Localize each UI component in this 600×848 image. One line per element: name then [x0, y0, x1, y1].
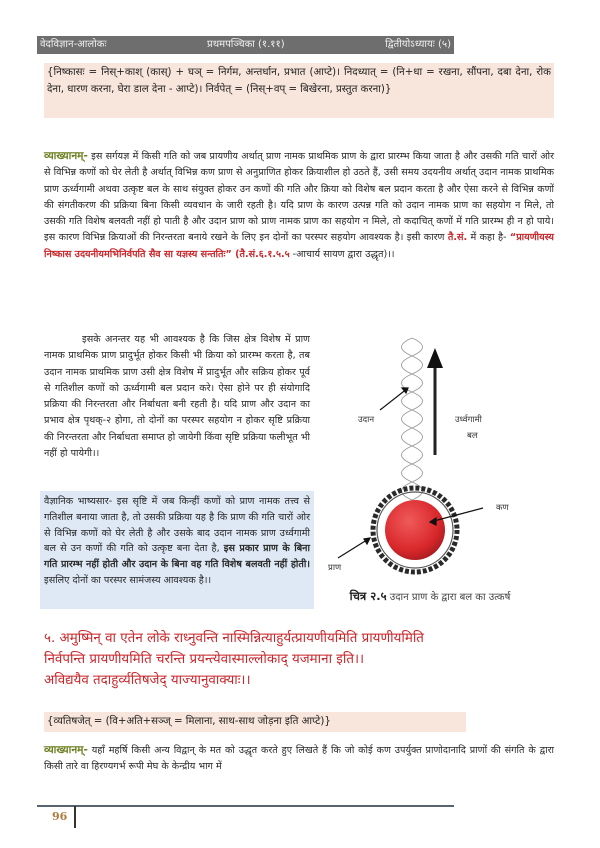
summary-tail: इसलिए दोनों का परस्पर सामंजस्य आवश्यक है।।: [44, 574, 212, 586]
verse-line: निर्वपन्ति प्रायणीयमिति चरन्ति प्रयन्त्येवास्माल्लोकाद् यजमाना इति।।: [44, 652, 365, 667]
commentary-paragraph-1: [44, 148, 554, 263]
paragraph-text: इसके अनन्तर यह भी आवश्यक है कि जिस क्षेत्र विशेष में प्राण नामक प्राथमिक प्राण प्रादुर्भूत होकर किसी भी क्रिया को प्रारम्भ करता है, तब उदान नामक प्राथमिक प्राण उसी क्षेत्र विशेष में प्रादुर्भूत और सक्रिय होकर पूर्व से गतिशील कणों को ऊर्ध्वगामी बल प्रदान करे। ऐसा होने पर ही संयोगादि प्रक्रिया की निरन्तरता और निर्बाधता बनी रहती है। यदि प्राण और उदान का प्रभाव क्षेत्र पृथक्-२ होगा, तो दोनों का परस्पर सहयोग न होकर सृष्टि प्रक्रिया की निरन्तरता और निर्बाधता समाप्त हो जायेगी किंवा सृष्टि प्रक्रिया फलीभूत भी नहीं हो पायेगी।।: [44, 334, 310, 460]
footer-tick-divider: [74, 806, 76, 828]
running-header: [37, 36, 454, 54]
label-pran: प्राण: [328, 563, 342, 573]
label-force: बल: [467, 431, 478, 441]
commentary-body: इस सर्गयज्ञ में किसी गति को जब प्रायणीय अर्थात् प्राण नामक प्राथमिक प्राण के द्वारा प्रारम्भ किया जाता है और उसकी गति चारों ओर से विभिन्न कणों को घेर लेती है अर्थात् विभिन्न कण प्राण से अनुप्राणित होकर क्रियाशील हो उठते हैं, उसी समय उदयनीय अर्थात् उदान नामक प्राथमिक प्राण ऊर्ध्वगामी अथवा उत्कृष्ट बल के साथ संयुक्त होकर उन कणों की गति और क्रिया को विशेष बल प्रदान करता है और ऐसा करने से विभिन्न कणों की संगतीकरण की प्रक्रिया बिना किसी व्यवधान के जारी रहती है। यदि प्राण के कारण उत्पन्न गति को उदान नामक प्राण का सहयोग न मिले, तो उसकी गति विशेष बलवती नहीं हो पाती है और उदान प्राण को प्राण नामक प्राण का सहयोग न मिले, तो कदाचित् कणों में गति प्रारम्भ ही न हो पाये। इस कारण विभिन्न क्रियाओं की निरन्तरता बनाये रखने के लिए इन दोनों का परस्पर सहयोग आवश्यक है। इसी कारण: [44, 151, 554, 244]
commentary-paragraph-3: [44, 742, 554, 776]
caption-number: चित्र २.५: [349, 589, 387, 603]
definition-box-bottom: [44, 712, 466, 732]
summary-heading: वैज्ञानिक भाष्यसार-: [44, 496, 113, 507]
header-book-title: वेदविज्ञान-आलोकः: [40, 39, 107, 50]
scientific-summary-box: [40, 491, 314, 609]
commentary-heading: व्याख्यानम्-: [44, 744, 88, 756]
definition-text: {निष्कासः = निस्+काश् (कास्) + घञ् = निर्गम, अन्तर्धान, प्रभात (आप्टे)। निदध्यात् = (नि+धा = रखना, सौंपना, दबा देना, रोक देना, धारण करना, घेरा डाल देना - आप्टे)। निर्वपेत् = (निस्+वप् = बिखेरना, प्रस्तुत करना)}: [47, 67, 551, 95]
reference-abbrev: तै.सं.: [447, 232, 468, 244]
summary-body: इस सृष्टि में जब किन्हीं कणों को प्राण नामक तत्त्व से गतिशील बनाया जाता है, तो उसकी प्रक्रिया यह है कि प्राण की गति चारों ओर से विभिन्न कणों को घेर लेती है और उसके बाद उदान नामक प्राण उर्ध्वगामी बल से उन कणों की गति को उत्कृष्ट बना देता है,: [44, 496, 310, 555]
page-number: 96: [52, 810, 68, 823]
sanskrit-verse: [44, 628, 556, 691]
pran-pointer-arrow-icon: [338, 538, 370, 558]
summary-bold-text: इस प्रकार प्राण के बिना गति प्रारम्भ नहीं होती और उदान के बिना वह गति विशेष बलवती नहीं होती।: [44, 543, 310, 571]
figure-caption: [330, 589, 530, 605]
commentary-body: यहाँ महर्षि किसी अन्य विद्वान् के मत को उद्धृत करते हुए लिखते हैं कि जो कोई कण उपर्युक्त प्राणोदानादि प्राणों की संगति के द्वारा किसी तारे वा हिरण्यगर्भ रूपी मेघ के केन्द्रीय भाग में: [44, 745, 554, 773]
udan-pran-diagram: [318, 330, 548, 590]
udan-pointer-arrow-icon: [380, 388, 408, 410]
quote-text: “प्रायणीयस्य निष्कास उदयनीयमभिनिर्वपति सैव सा यज्ञस्य सन्ततिः” (तै.सं.६.१.५.५: [44, 232, 554, 260]
label-udan: उदान: [358, 415, 375, 425]
definition-text: {व्यतिषजेत् = (वि+अति+सञ्ज् = मिलाना, साथ-साथ जोड़ना इति आप्टे)}: [47, 716, 331, 727]
definition-box-top: [44, 63, 554, 118]
figure-2-5: [318, 330, 548, 620]
commentary-body-mid: में कहा है-: [467, 232, 510, 244]
header-chapter: द्वितीयोऽध्यायः (५): [385, 39, 451, 50]
label-particle: कण: [496, 503, 509, 513]
udan-helix-icon: [402, 338, 423, 500]
caption-text: उदान प्राण के द्वारा बल का उत्कर्ष: [389, 592, 511, 603]
upward-arrow-icon: [427, 348, 443, 455]
commentary-tail: -आचार्य सायण द्वारा उद्धृत)।।: [289, 248, 395, 260]
footer-divider: [37, 805, 454, 807]
header-section: प्रथमपञ्चिका (१.११): [207, 39, 285, 50]
particle-icon: [385, 500, 445, 560]
label-upward: उर्ध्वगामी: [455, 415, 482, 425]
commentary-paragraph-2: [44, 332, 310, 462]
verse-line: ५. अमुष्मिन् वा एतेन लोके राध्नुवन्ति नास्मिन्नित्याहुर्यत्प्रायणीयमिति प्रायणीयमिति: [44, 631, 424, 646]
verse-line: अविद्ययैव तदाहुर्व्यतिषजेद् याज्यानुवाक्याः।।: [44, 673, 251, 688]
commentary-heading: व्याख्यानम्-: [44, 150, 88, 162]
